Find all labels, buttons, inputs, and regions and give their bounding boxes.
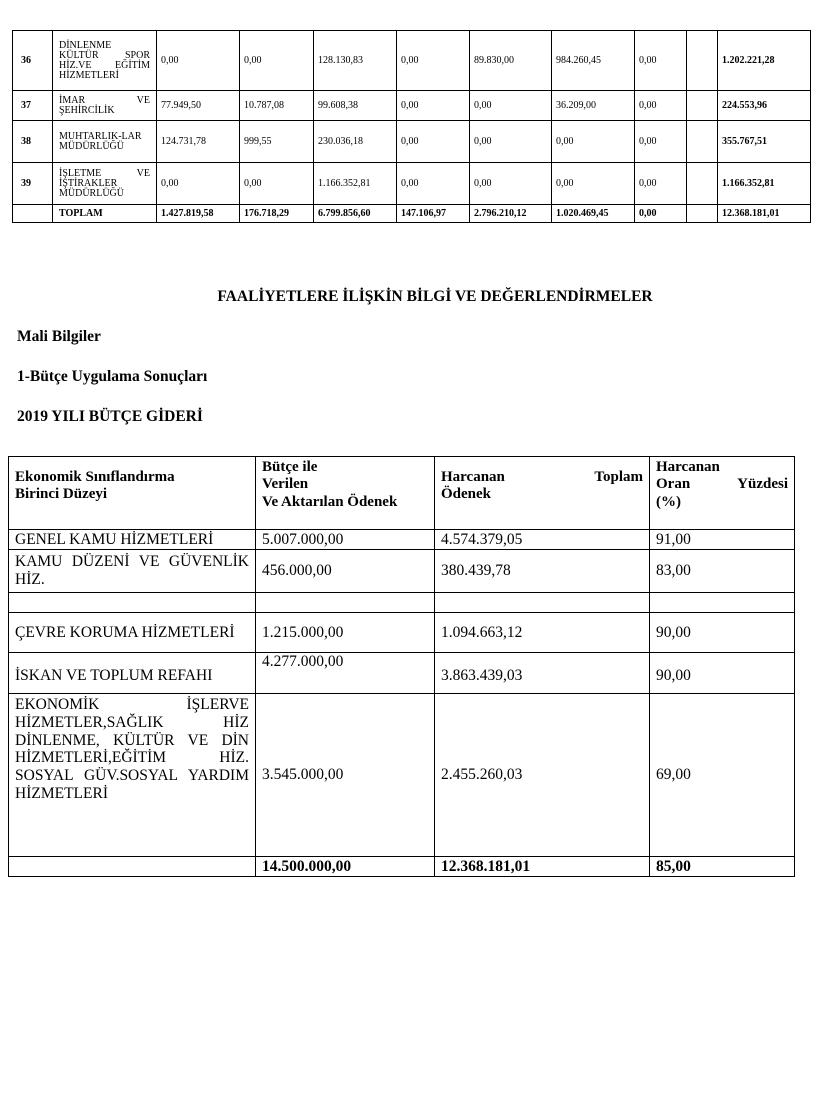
percent-value: 90,00 (650, 613, 795, 653)
cell: 984.260,45 (552, 31, 635, 91)
category-name: EKONOMİK İŞLERVE HİZMETLER,SAĞLIK HİZ DİNLENME, KÜLTÜR VE DİN HİZMETLERİ,EĞİTİM HİZ. SOSYAL GÜV.SOSYAL YARDIM HİZMETLERİ (9, 694, 256, 857)
header-line: Verilen (262, 476, 309, 493)
percent-value (650, 593, 795, 613)
spent-value: 4.574.379,05 (435, 530, 650, 550)
row-total: 1.202.221,28 (718, 31, 811, 91)
spent-value (435, 593, 650, 613)
cell: 1.166.352,81 (314, 163, 397, 205)
row-number (13, 205, 53, 223)
header-line: Harcanan (656, 459, 720, 475)
section-heading: FAALİYETLERE İLİŞKİN BİLGİ VE DEĞERLENDİRMELER (217, 288, 653, 305)
percent-value: 91,00 (650, 530, 795, 550)
cell: 0,00 (470, 91, 552, 121)
cell: 10.787,08 (240, 91, 314, 121)
spent-value: 380.439,78 (435, 550, 650, 593)
header-line: Ödenek (441, 486, 492, 503)
cell: 0,00 (552, 163, 635, 205)
column-header (435, 457, 650, 530)
header-line: Ve Aktarılan Ödenek (262, 493, 398, 510)
cell (687, 91, 718, 121)
table-row (9, 593, 795, 613)
table-row (13, 163, 811, 205)
row-number: 39 (13, 163, 53, 205)
cell: 0,00 (470, 163, 552, 205)
percent-value: 90,00 (650, 653, 795, 694)
table-row (13, 31, 811, 91)
header-line: Oran Yüzdesi (656, 476, 788, 493)
total-percent: 85,00 (650, 857, 795, 877)
table-row (9, 613, 795, 653)
cell: 0,00 (635, 91, 687, 121)
cell: 0,00 (635, 121, 687, 163)
cell: 0,00 (470, 121, 552, 163)
header-line: Bütçe ile (262, 459, 318, 475)
budget-value: 1.215.000,00 (256, 613, 435, 653)
expense-summary-table (12, 30, 811, 223)
cell (687, 31, 718, 91)
budget-value: 5.007.000,00 (256, 530, 435, 550)
row-number: 36 (13, 31, 53, 91)
cell: 0,00 (635, 205, 687, 223)
cell: 128.130,83 (314, 31, 397, 91)
budget-value: 456.000,00 (256, 550, 435, 593)
cell: 6.799.856,60 (314, 205, 397, 223)
total-label: TOPLAM (53, 205, 157, 223)
percent-value: 69,00 (650, 694, 795, 857)
category-name: İSKAN VE TOPLUM REFAHI (9, 653, 256, 694)
cell (687, 163, 718, 205)
cell: 230.036,18 (314, 121, 397, 163)
column-header (650, 457, 795, 530)
row-number: 38 (13, 121, 53, 163)
cell: 0,00 (635, 31, 687, 91)
spent-value: 1.094.663,12 (435, 613, 650, 653)
row-total: 1.166.352,81 (718, 163, 811, 205)
header-line: Ekonomik Sınıflandırma (15, 469, 175, 485)
row-number: 37 (13, 91, 53, 121)
header-line: Harcanan Toplam (441, 469, 643, 485)
subsection-heading: Mali Bilgiler (17, 328, 101, 345)
total-label (9, 857, 256, 877)
cell: 0,00 (552, 121, 635, 163)
cell: 0,00 (397, 91, 470, 121)
cell: 0,00 (635, 163, 687, 205)
table-row (9, 550, 795, 593)
header-line: Birinci Düzeyi (15, 486, 108, 503)
budget-value (256, 593, 435, 613)
unit-name: İMAR VE ŞEHİRCİLİK (53, 91, 157, 121)
column-header (9, 457, 256, 530)
total-row (13, 205, 811, 223)
cell: 36.209,00 (552, 91, 635, 121)
cell: 0,00 (397, 163, 470, 205)
spent-value: 3.863.439,03 (435, 653, 650, 694)
cell: 0,00 (240, 163, 314, 205)
cell: 124.731,78 (157, 121, 240, 163)
row-total: 224.553,96 (718, 91, 811, 121)
subsection-heading: 1-Bütçe Uygulama Sonuçları (17, 368, 208, 385)
category-name: GENEL KAMU HİZMETLERİ (9, 530, 256, 550)
table-row (13, 91, 811, 121)
cell: 0,00 (397, 121, 470, 163)
cell: 99.608,38 (314, 91, 397, 121)
table-row (9, 694, 795, 857)
cell: 1.427.819,58 (157, 205, 240, 223)
cell: 147.106,97 (397, 205, 470, 223)
column-header (256, 457, 435, 530)
cell (687, 205, 718, 223)
category-name: ÇEVRE KORUMA HİZMETLERİ (9, 613, 256, 653)
unit-name: DİNLENME KÜLTÜR SPOR HİZ.VE EĞİTİM HİZMETLERİ (53, 31, 157, 91)
header-row (9, 457, 795, 530)
row-total: 355.767,51 (718, 121, 811, 163)
category-name: KAMU DÜZENİ VE GÜVENLİK HİZ. (9, 550, 256, 593)
cell: 0,00 (397, 31, 470, 91)
category-name (9, 593, 256, 613)
table-row (9, 530, 795, 550)
cell: 77.949,50 (157, 91, 240, 121)
cell: 0,00 (157, 163, 240, 205)
budget-expense-table (8, 456, 795, 877)
table-row (13, 121, 811, 163)
cell: 1.020.469,45 (552, 205, 635, 223)
cell: 2.796.210,12 (470, 205, 552, 223)
cell: 0,00 (240, 31, 314, 91)
cell: 176.718,29 (240, 205, 314, 223)
table-row (9, 653, 795, 694)
cell: 89.830,00 (470, 31, 552, 91)
percent-value: 83,00 (650, 550, 795, 593)
total-budget: 14.500.000,00 (256, 857, 435, 877)
budget-value: 4.277.000,00 (256, 653, 435, 694)
cell: 999,55 (240, 121, 314, 163)
total-spent: 12.368.181,01 (435, 857, 650, 877)
total-row (9, 857, 795, 877)
table-title: 2019 YILI BÜTÇE GİDERİ (17, 408, 203, 425)
unit-name: İŞLETME VE İŞTİRAKLER MÜDÜRLÜĞÜ (53, 163, 157, 205)
cell: 0,00 (157, 31, 240, 91)
spent-value: 2.455.260,03 (435, 694, 650, 857)
header-line: (%) (656, 493, 681, 510)
budget-value: 3.545.000,00 (256, 694, 435, 857)
grand-total: 12.368.181,01 (718, 205, 811, 223)
cell (687, 121, 718, 163)
unit-name: MUHTARLIK-LAR MÜDÜRLÜĞÜ (53, 121, 157, 163)
